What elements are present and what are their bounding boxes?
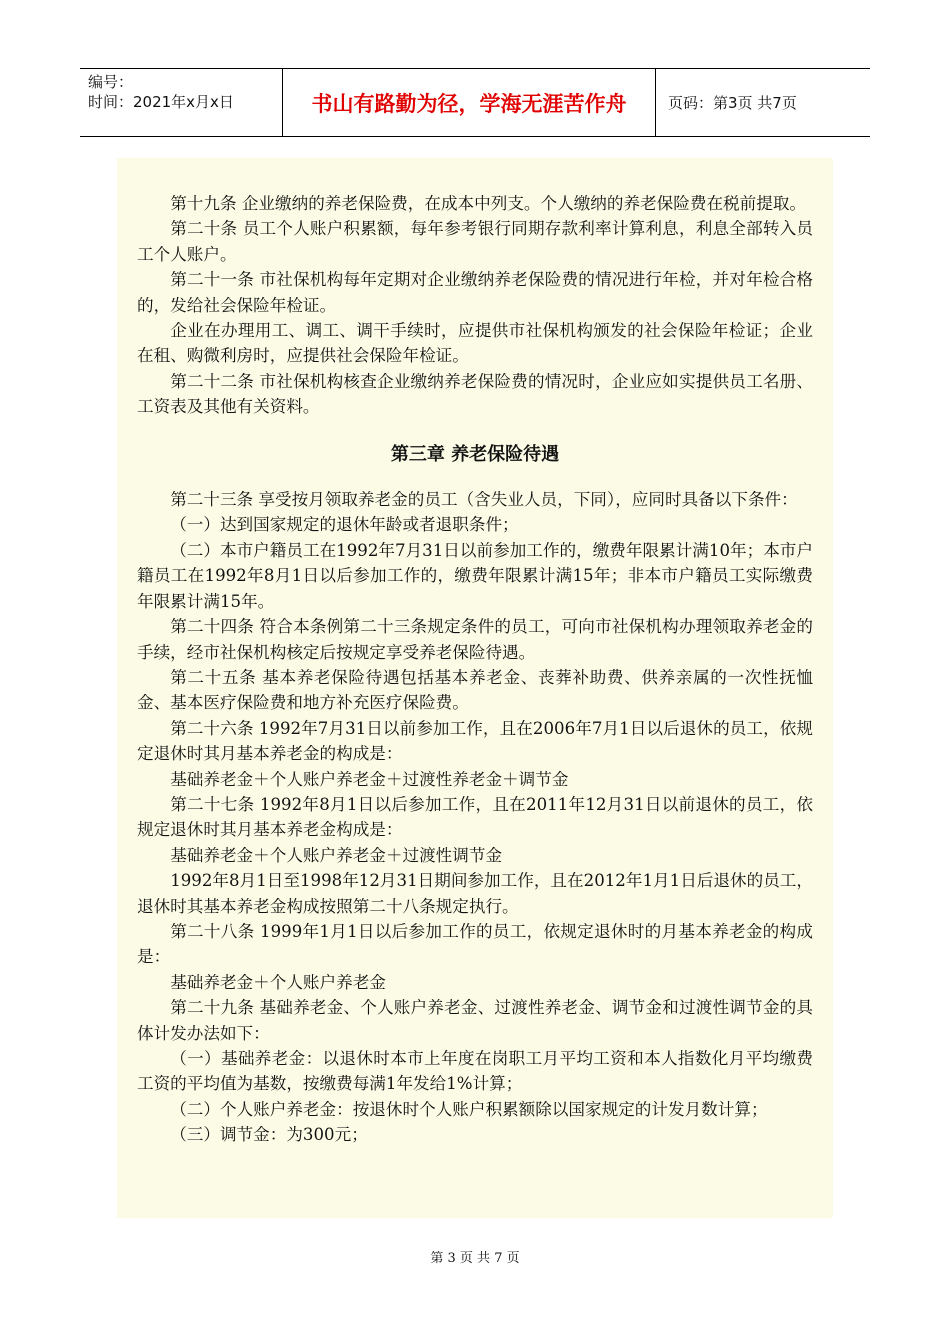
paragraph: 第二十条 员工个人账户积累额，每年参考银行同期存款利率计算利息，利息全部转入员工个人账户。 [137, 219, 813, 264]
header-page-label: 页码：第3页 共7页 [668, 94, 797, 112]
paragraph: 第二十八条 1999年1月1日以后参加工作的员工，依规定退休时的月基本养老金的构成是： [137, 921, 813, 967]
paragraph: 基础养老金＋个人账户养老金＋过渡性养老金＋调节金 [170, 769, 569, 789]
time-label: 时间：2021年x月x日 [88, 93, 234, 111]
paragraph: （二）个人账户养老金：按退休时个人账户积累额除以国家规定的计发月数计算； [170, 1099, 768, 1119]
paragraph: 第二十二条 市社保机构核查企业缴纳养老保险费的情况时，企业应如实提供员工名册、工资表及其他有关资料。 [137, 371, 813, 417]
paragraph: （一）基础养老金：以退休时本市上年度在岗职工月平均工资和本人指数化月平均缴费工资的平均值为基数，按缴费每满1年发给1%计算； [137, 1049, 813, 1094]
paragraph: 第二十九条 基础养老金、个人账户养老金、过渡性养老金、调节金和过渡性调节金的具体计发办法如下： [137, 998, 813, 1043]
paragraph: 基础养老金＋个人账户养老金 [170, 972, 386, 992]
paragraph: （一）达到国家规定的退休年龄或者退职条件； [170, 515, 519, 535]
page-footer: 第 3 页 共 7 页 [430, 1251, 520, 1266]
paragraph: 第二十三条 享受按月领取养老金的员工（含失业人员，下同），应同时具备以下条件： [170, 490, 798, 510]
paragraph: 第二十四条 符合本条例第二十三条规定条件的员工，可向市社保机构办理领取养老金的手续，经市社保机构核定后按规定享受养老保险待遇。 [137, 617, 813, 662]
paragraph: 企业在办理用工、调工、调干手续时，应提供市社保机构颁发的社会保险年检证；企业在租、购微利房时，应提供社会保险年检证。 [137, 321, 813, 366]
paragraph: 第二十五条 基本养老保险待遇包括基本养老金、丧葬补助费、供养亲属的一次性抚恤金、基本医疗保险费和地方补充医疗保险费。 [137, 667, 813, 713]
page-header [80, 68, 870, 137]
paragraph: 1992年8月1日至1998年12月31日期间参加工作，且在2012年1月1日后退休的员工，退休时其基本养老金构成按照第二十八条规定执行。 [137, 871, 813, 916]
chapter-title: 第三章 养老保险待遇 [390, 443, 560, 465]
paragraph: （三）调节金：为300元； [170, 1125, 368, 1145]
paragraph: 基础养老金＋个人账户养老金＋过渡性调节金 [170, 845, 503, 865]
header-meta [80, 69, 283, 136]
paragraph: 第十九条 企业缴纳的养老保险费，在成本中列支。个人缴纳的养老保险费在税前提取。 [170, 194, 807, 213]
header-motto: 书山有路勤为径，学海无涯苦作舟 [283, 69, 656, 136]
document-body [117, 158, 833, 1218]
paragraph: 第二十一条 市社保机构每年定期对企业缴纳养老保险费的情况进行年检，并对年检合格的，发给社会保险年检证。 [137, 270, 813, 315]
paragraph: （二）本市户籍员工在1992年7月31日以前参加工作的，缴费年限累计满10年；本市户籍员工在1992年8月1日以后参加工作的，缴费年限累计满15年；非本市户籍员工实际缴费年限累计满15年。 [137, 540, 813, 611]
paragraph: 第二十六条 1992年7月31日以前参加工作，且在2006年7月1日以后退休的员工，依规定退休时其月基本养老金的构成是： [137, 718, 813, 764]
number-label: 编号： [88, 73, 134, 91]
paragraph: 第二十七条 1992年8月1日以后参加工作，且在2011年12月31日以前退休的员工，依规定退休时其月基本养老金构成是： [137, 794, 813, 840]
